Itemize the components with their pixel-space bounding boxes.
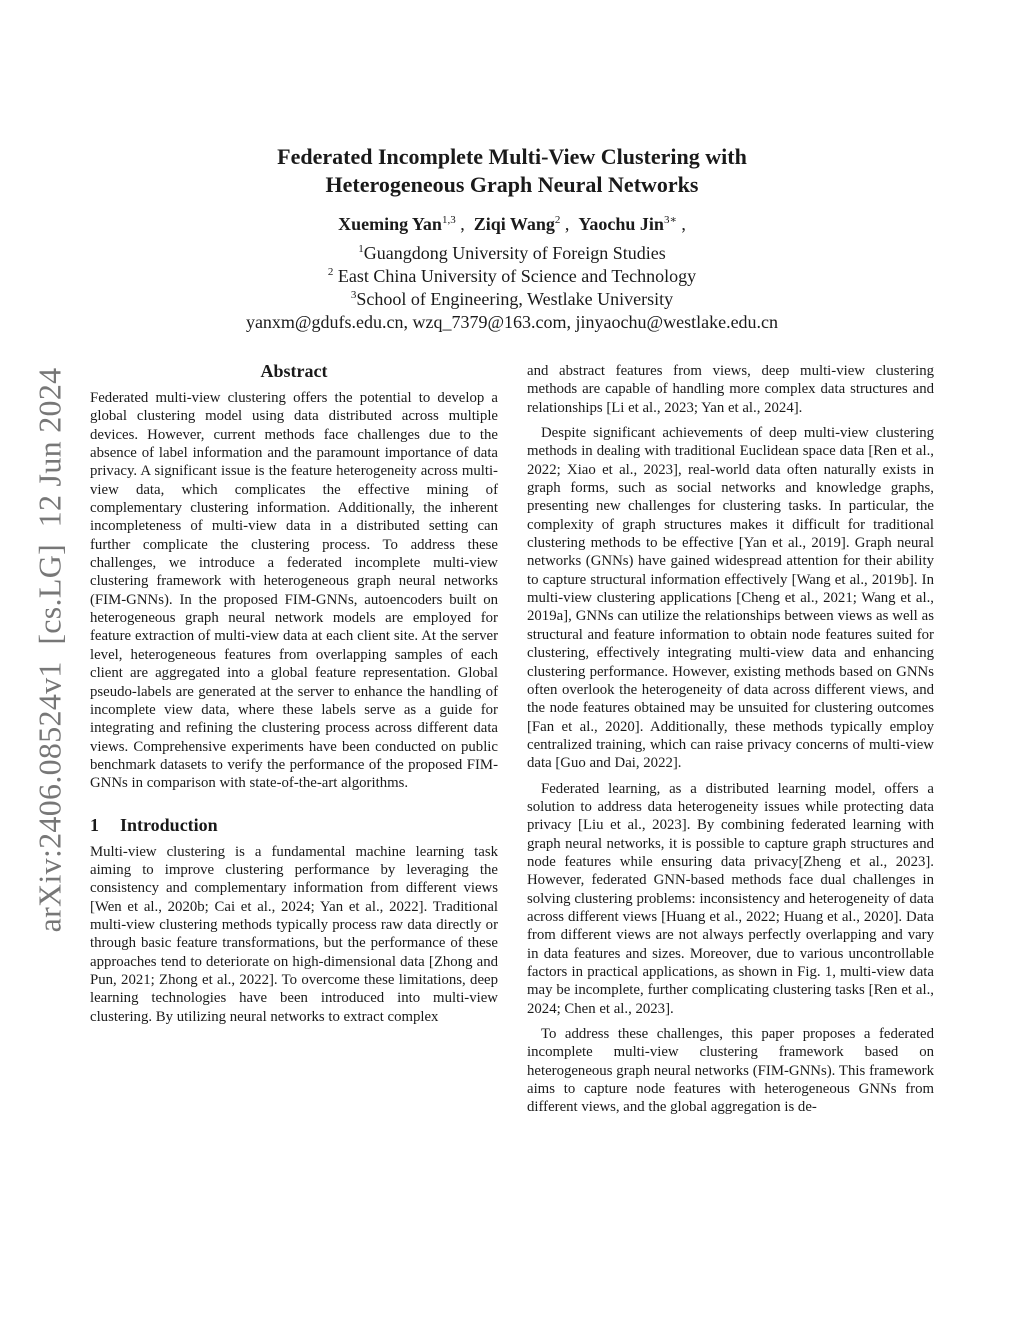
- body-paragraph: Despite significant achievements of deep multi-view clustering methods in dealing with traditional Euclidean space data [Ren et al., 2022; Xiao et al., 2023], real-world data often naturally exists in graph forms, such as social networks and knowledge graphs, presenting new challenges for clustering tasks. In particular, the complexity of graph structures makes it difficult for traditional clustering methods to be effective [Yan et al., 2019]. Graph neural networks (GNNs) have gained widespread attention for their ability to capture structural information effectively [Wang et al., 2019b]. In multi-view clustering applications [Cheng et al., 2021; Wang et al., 2019a], GNNs can utilize the relationships between views as well as structural and feature information to obtain node features suited for clustering, effectively integrating multi-view data and enhancing clustering performance. However, existing methods based on GNNs often overlook the heterogeneity of data across different views, and the node features obtained may be unsuited for clustering outcomes [Fan et al., 2020]. Additionally, these methods typically employ centralized training, which can raise privacy concerns of multi-view data [Guo and Dai, 2022].: [527, 425, 934, 772]
- introduction-paragraph: Multi-view clustering is a fundamental machine learning task aiming to improve clustering performance by leveraging the consistency and complementary information from different views [Wen et al., 2020b; Cai et al., 2024; Yan et al., 2022]. Traditional multi-view clustering methods typically process raw data directly or through basic feature transformations, but the performance of these approaches tend to deteriorate on high-dimensional data [Zhong and Pun, 2021; Zhong et al., 2022]. To overcome these limitations, deep learning technologies have been introduced into multi-view clustering. By utilizing neural networks to extract complex: [90, 843, 498, 1025]
- affiliation-3: [160, 288, 864, 310]
- author-emails: yanxm@gdufs.edu.cn, wzq_7379@163.com, jinyaochu@westlake.edu.cn: [245, 312, 779, 332]
- arxiv-identifier: arXiv:2406.08524v1 [cs.LG] 12 Jun 2024: [31, 367, 68, 933]
- left-column: [90, 358, 498, 1026]
- affiliation-2: [160, 265, 864, 287]
- author-list: Xueming Yan$^{1,3}$ , Ziqi Wang$^2$ , Yaochu Jin$^{3∗}$ ,: [338, 214, 686, 234]
- affiliation-text: School of Engineering, Westlake University: [356, 289, 674, 309]
- body-paragraph: and abstract features from views, deep multi-view clustering methods are capable of handling more complex data structures and relationships [Li et al., 2023; Yan et al., 2024].: [527, 363, 934, 416]
- body-paragraph: Federated learning, as a distributed learning model, offers a solution to address data heterogeneity issues while protecting data privacy [Liu et al., 2023]. By combining federated learning with graph neural networks, it is possible to capture graph structures and node features while ensuring data privacy[Zheng et al., 2023]. However, federated GNN-based methods face dual challenges in solving clustering problems: inconsistency and heterogeneity of data across different views [Huang et al., 2022; Huang et al., 2020]. Data from different views are not always perfectly overlapping and vary in data features and sizes. Moreover, due to various uncontrollable factors in practical applications, as shown in Fig. 1, multi-view data may be incomplete, further complicating clustering tasks [Ren et al., 2024; Chen et al., 2023].: [527, 780, 934, 1017]
- author-name: Xueming Yan: [338, 214, 442, 234]
- affiliation-mark: 3: [350, 289, 357, 301]
- body-paragraph: To address these challenges, this paper proposes a federated incomplete multi-view clustering framework based on heterogeneous graph neural networks (FIM-GNNs). This framework aims to capture node features with heterogeneous GNNs from different views, and the global aggregation is de-: [527, 1026, 934, 1116]
- section-number: 1: [90, 814, 99, 835]
- affiliation-1: [160, 242, 864, 264]
- author-affiliation-mark: 1,3: [441, 214, 456, 226]
- section-heading-introduction: [90, 813, 498, 837]
- author-name: Ziqi Wang: [473, 214, 555, 234]
- author-affiliation-mark: 3∗: [663, 214, 677, 226]
- title-line-1: Federated Incomplete Multi-View Clustering with: [277, 144, 747, 169]
- paper-title: [160, 143, 864, 199]
- section-title: Introduction: [120, 814, 218, 835]
- right-column: [527, 362, 934, 1117]
- abstract-heading: Abstract: [260, 361, 328, 381]
- author-affiliation-mark: 2: [554, 214, 561, 226]
- affiliation-text: East China University of Science and Technology: [333, 266, 697, 286]
- title-line-2: Heterogeneous Graph Neural Networks: [325, 172, 699, 197]
- affiliation-mark: 1: [358, 243, 364, 255]
- abstract-text: Federated multi-view clustering offers the potential to develop a global clustering model using data distributed across multiple devices. However, current methods face challenges due to the absence of label information and the paramount importance of data privacy. A significant issue is the feature heterogeneity across multi-view data, which complicates the effective mining of complementary clustering information. Additionally, the inherent incompleteness of multi-view data in a distributed setting can further complicate the clustering process. To address these challenges, we introduce a federated incomplete multi-view clustering framework with heterogeneous graph neural networks (FIM-GNNs). In the proposed FIM-GNNs, autoencoders built on heterogeneous graph neural network models are employed for feature extraction of multi-view data at each client site. At the server level, heterogeneous features from overlapping samples of each client are aggregated into a global feature representation. Global pseudo-labels are generated at the server to enhance the handling of incomplete view data, where these labels serve as a guide for integrating and refining the clustering process across different data views. Comprehensive experiments have been conducted on public benchmark datasets to verify the performance of the proposed FIM-GNNs in comparison with state-of-the-art algorithms.: [90, 390, 498, 792]
- affiliation-text: Guangdong University of Foreign Studies: [363, 243, 666, 263]
- author-name: Yaochu Jin: [578, 214, 664, 234]
- affiliation-mark: 2: [327, 266, 334, 278]
